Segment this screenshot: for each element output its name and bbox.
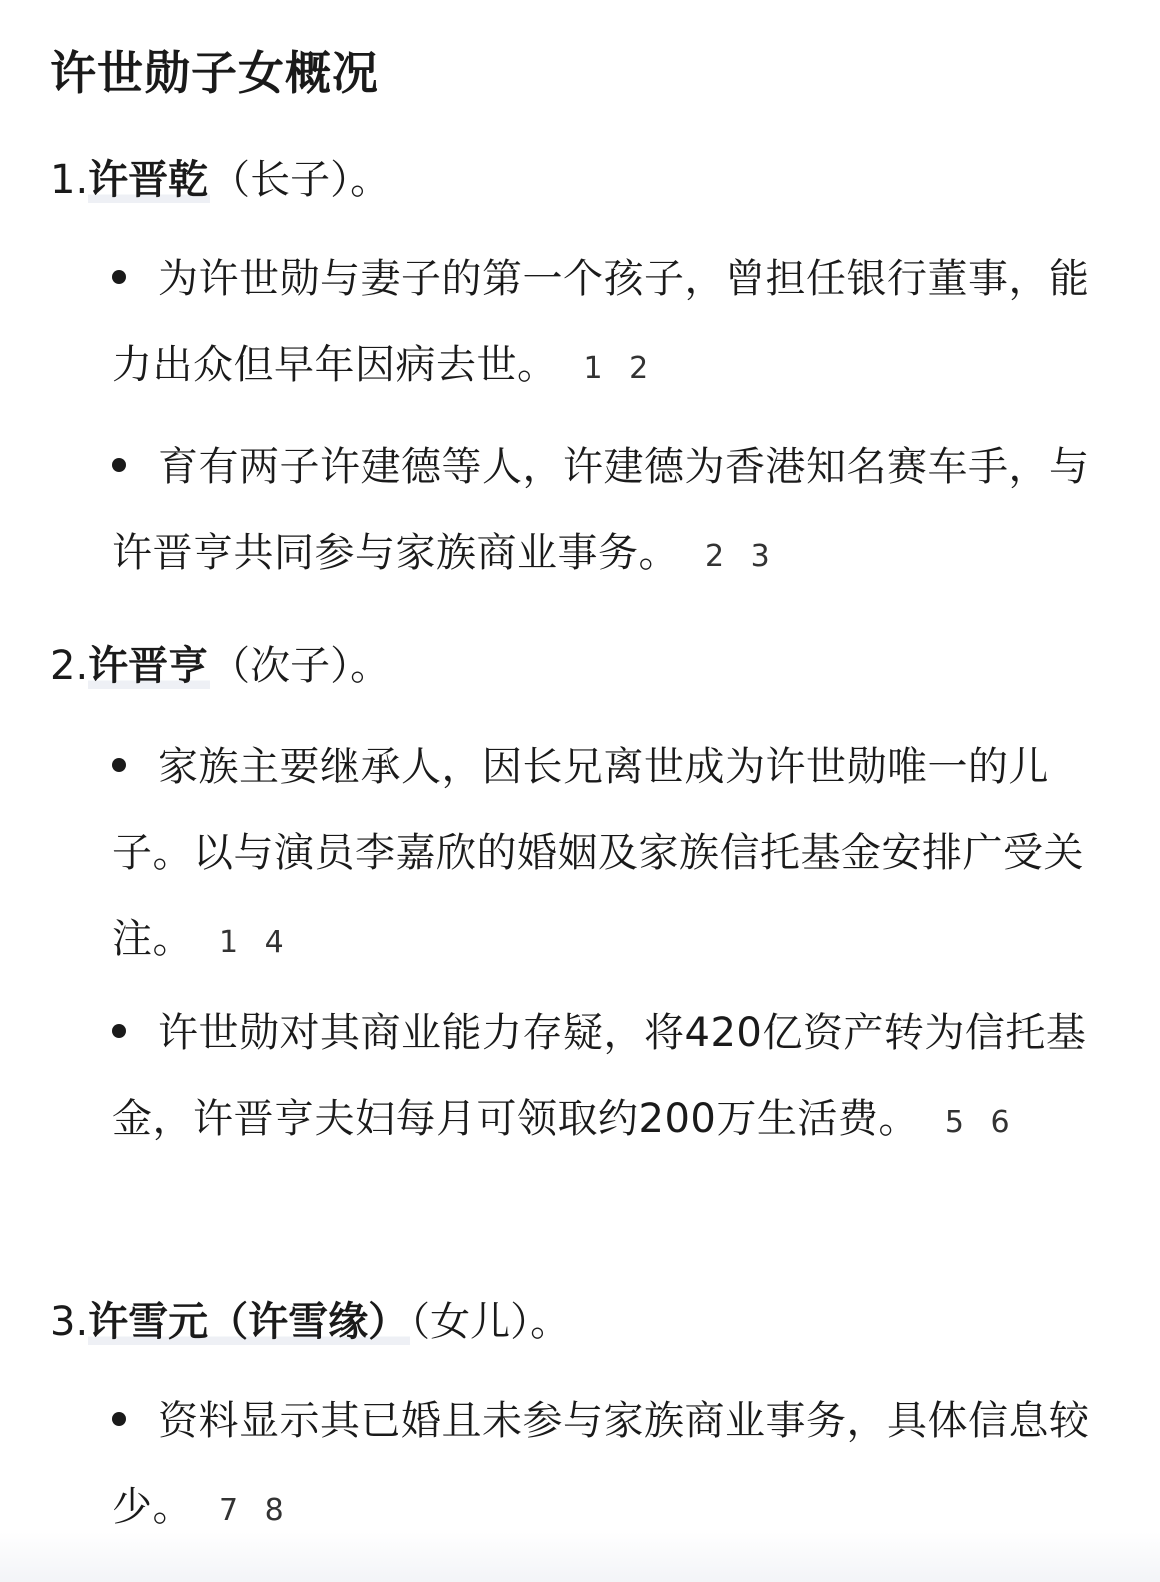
bullet-icon	[112, 270, 126, 284]
bullet-icon	[112, 1024, 126, 1038]
person-name-link[interactable]: 许雪元（许雪缘）	[88, 1299, 409, 1345]
person-name-link[interactable]: 许晋亨	[88, 643, 209, 689]
section-heading-1	[50, 150, 390, 210]
list-item	[112, 990, 1122, 1166]
list-item-text: 许世勋对其商业能力存疑，将420亿资产转为信托基金，许晋亨夫妇每月可领取约200万生活费。	[112, 1010, 1087, 1142]
person-name-link[interactable]: 许晋乾	[88, 157, 209, 203]
section-role: （长子）。	[210, 157, 391, 203]
citation-link[interactable]: 5	[944, 1105, 965, 1140]
bullet-icon	[112, 458, 126, 472]
section-role: （次子）。	[210, 643, 391, 689]
citation-link[interactable]: 2	[705, 539, 725, 574]
citation-link[interactable]: 1	[583, 351, 604, 386]
list-item	[112, 236, 1122, 412]
bullet-icon	[112, 758, 126, 772]
list-item-text: 为许世勋与妻子的第一个孩子，曾担任银行董事，能力出众但早年因病去世。	[112, 256, 1090, 388]
list-item-text: 家族主要继承人，因长兄离世成为许世勋唯一的儿子。以与演员李嘉欣的婚姻及家族信托基金安排广受关注。	[112, 744, 1084, 962]
list-item	[112, 724, 1122, 986]
list-item	[112, 1378, 1122, 1554]
list-item-text: 育有两子许建德等人，许建德为香港知名赛车手，与许晋亨共同参与家族商业事务。	[112, 444, 1090, 576]
bullet-icon	[112, 1412, 126, 1426]
section-heading-2	[50, 636, 390, 696]
section-heading-3	[50, 1292, 570, 1352]
citation-link[interactable]: 1	[219, 925, 239, 960]
citation-link[interactable]: 3	[750, 539, 771, 574]
bottom-fade-overlay	[0, 1532, 1160, 1582]
citation-link[interactable]: 7	[219, 1493, 239, 1528]
page-title: 许世勋子女概况	[50, 46, 379, 100]
section-number: 1.	[50, 157, 89, 203]
citation-link[interactable]: 2	[629, 351, 649, 386]
list-item-text: 资料显示其已婚且未参与家族商业事务，具体信息较少。	[112, 1398, 1090, 1530]
citation-link[interactable]: 4	[264, 925, 285, 960]
section-role: （女儿）。	[410, 1299, 571, 1345]
list-item	[112, 424, 1122, 600]
section-number: 2.	[50, 643, 89, 689]
citation-link[interactable]: 8	[264, 1493, 285, 1528]
citation-link[interactable]: 6	[990, 1105, 1011, 1140]
section-number: 3.	[50, 1299, 89, 1345]
